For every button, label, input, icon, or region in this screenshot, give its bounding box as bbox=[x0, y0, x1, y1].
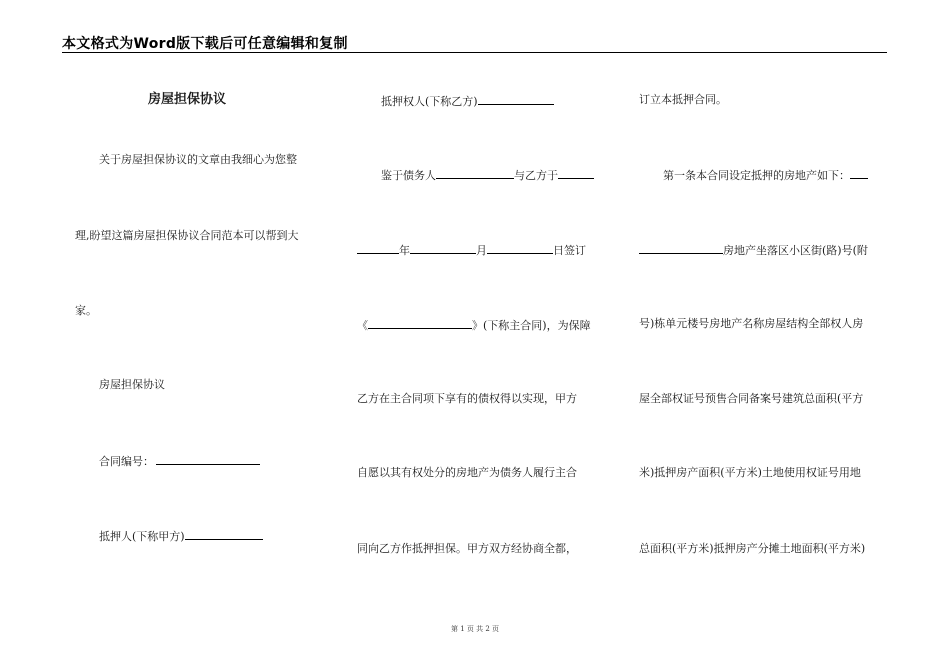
intro-line-2: 理,盼望这篇房屋担保协议合同范本可以帮到大 bbox=[75, 229, 299, 242]
debtor-line bbox=[381, 167, 594, 183]
contract-number-field bbox=[99, 453, 260, 469]
intro-line-3: 家。 bbox=[75, 304, 97, 317]
mortgagee-label: 抵押权人(下称乙方) bbox=[381, 95, 478, 108]
contract-number-label: 合同编号： bbox=[99, 455, 154, 468]
document-banner: 本文格式为Word版下载后可任意编辑和复制 bbox=[62, 36, 348, 52]
col3-line-4: 号)栋单元楼号房地产名称房屋结构全部权人房 bbox=[639, 317, 864, 330]
day-blank bbox=[487, 242, 553, 254]
mortgagee-field bbox=[381, 93, 554, 109]
body-line-3: 同向乙方作抵押担保。甲方双方经协商全都， bbox=[357, 542, 577, 555]
month-blank bbox=[410, 242, 476, 254]
contract-number-blank bbox=[156, 453, 260, 465]
month-label: 月 bbox=[476, 244, 487, 257]
main-contract-line bbox=[357, 317, 591, 333]
document-title: 房屋担保协议 bbox=[148, 92, 227, 107]
body-line-2: 自愿以其有权处分的房地产为债务人履行主合 bbox=[357, 466, 577, 479]
column-3 bbox=[637, 0, 887, 672]
main-contract-close: 》(下称主合同)，为保障 bbox=[472, 319, 591, 332]
column-1 bbox=[62, 0, 327, 672]
debtor-prefix: 鉴于债务人 bbox=[381, 169, 436, 182]
page-indicator: 第 1 页 共 2 页 bbox=[450, 625, 500, 633]
day-suffix: 日签订 bbox=[553, 244, 586, 257]
agreement-subtitle: 房屋担保协议 bbox=[99, 378, 165, 391]
mortgagor-blank bbox=[185, 528, 263, 540]
mortgagor-field bbox=[99, 528, 263, 544]
year-label: 年 bbox=[399, 244, 410, 257]
article-one-text: 第一条本合同设定抵押的房地产如下： bbox=[663, 169, 850, 182]
col3-line-7: 总面积(平方米)抵押房产分摊土地面积(平方米) bbox=[639, 542, 866, 555]
article-one-blank bbox=[850, 167, 868, 179]
signing-date-line bbox=[357, 242, 586, 258]
body-line-1: 乙方在主合同项下享有的债权得以实现，甲方 bbox=[357, 392, 577, 405]
property-location-blank bbox=[639, 242, 723, 254]
property-location-line bbox=[639, 242, 868, 258]
mortgagee-blank bbox=[478, 93, 554, 105]
debtor-blank bbox=[436, 167, 514, 179]
col3-line-5: 屋全部权证号预售合同备案号建筑总面积(平方 bbox=[639, 392, 864, 405]
col3-line-1: 订立本抵押合同。 bbox=[639, 93, 727, 106]
year-blank bbox=[357, 242, 399, 254]
debtor-date-blank bbox=[558, 167, 594, 179]
property-location-text: 房地产坐落区小区街(路)号(附 bbox=[723, 244, 868, 257]
debtor-mid: 与乙方于 bbox=[514, 169, 558, 182]
column-2 bbox=[357, 0, 612, 672]
main-contract-blank bbox=[368, 317, 472, 329]
col3-line-6: 米)抵押房产面积(平方米)土地使用权证号用地 bbox=[639, 466, 861, 479]
mortgagor-label: 抵押人(下称甲方) bbox=[99, 530, 185, 543]
main-contract-open: 《 bbox=[357, 319, 368, 332]
article-one-line bbox=[663, 167, 868, 183]
intro-line-1: 关于房屋担保协议的文章由我细心为您整 bbox=[99, 153, 297, 166]
